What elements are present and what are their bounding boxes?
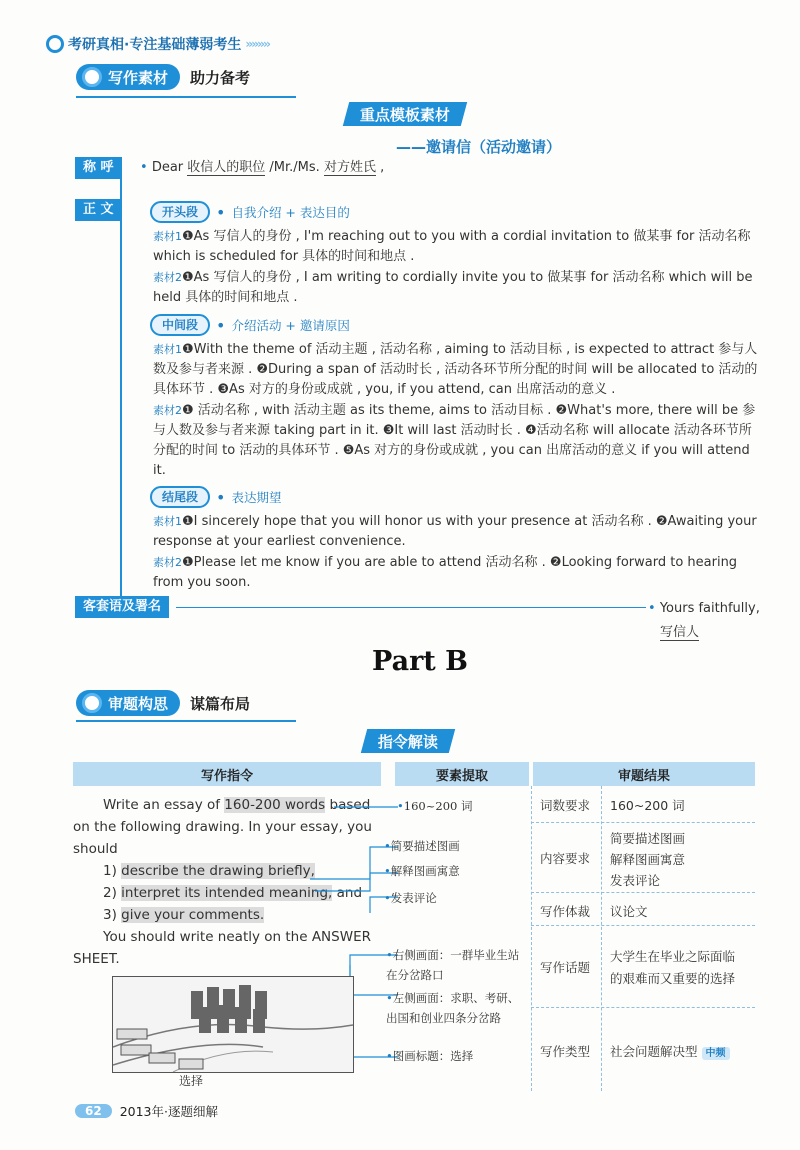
middle-header: 中间段 • 介绍活动 + 邀请原因 (150, 314, 350, 336)
extract-item-2: •简要描述图画 (384, 839, 460, 853)
extract-item-3: •解释图画寓意 (384, 864, 460, 878)
footer-text: 2013年·逐题细解 (119, 1104, 218, 1119)
results-row-line-1 (531, 822, 755, 823)
closing-desc: 表达期望 (231, 490, 282, 505)
results-row-line-4 (531, 1007, 755, 1008)
search-logo-icon (46, 35, 64, 53)
magnifier-icon-2 (82, 693, 102, 713)
middle-material-1: 素材1❶With the theme of 活动主题 , 活动名称 , aiming to 活动目标 , is expected to attract 参与人数及参与者来源 . ❷During a span of 活动时长 , 活动各环节所分配的时间 will be allocated to 活动的具体环节 . ❸As 对方的身份或成就 , you, if you attend, can 出席活动的意义 . (153, 342, 758, 397)
salutation-text: • Dear 收信人的职位 /Mr./Ms. 对方姓氏 , (140, 160, 385, 175)
closing-header: 结尾段 • 表达期望 (150, 486, 281, 508)
closing-material-2: 素材2❶Please let me know if you are able to attend 活动名称 . ❷Looking forward to hearing from you soon. (153, 555, 738, 590)
chevrons-icon: ›››››››› (245, 37, 269, 51)
results-col-divider (531, 786, 532, 1091)
letter-type-title: ——邀请信（活动邀请） (396, 138, 562, 156)
result-val-topic: 大学生在毕业之际面临 的艰难而又重要的选择 (610, 949, 736, 986)
table-header-instruction: 写作指令 (73, 762, 381, 786)
guide-line (120, 178, 122, 603)
signoff-label: 客套语及署名 (75, 596, 169, 618)
essay-drawing (112, 976, 354, 1073)
page-number: 62 (75, 1104, 112, 1118)
result-key-type: 写作类型 (540, 1044, 591, 1059)
opening-desc: 自我介绍 + 表达目的 (231, 205, 350, 220)
section-subtitle: 助力备考 (190, 68, 251, 87)
middle-material-2: 素材2❶ 活动名称 , with 活动主题 as its theme, aims to 活动目标 . ❷What's more, there will be 参与人数及参与者来源 taking part in it. ❸It will last 活动时长 . ❹活动名称 will allocate 活动各环节所分配的时间 to 活动的具体环节 . ❺As 对方的身份或成就 , you can 出席活动的意义 if you will attend it. (153, 403, 756, 478)
drawing-caption: 选择 (179, 1074, 204, 1088)
signoff-line (176, 607, 646, 608)
middle-pill: 中间段 (150, 314, 210, 336)
closing-pill: 结尾段 (150, 486, 210, 508)
frequency-badge: 中频 (702, 1047, 730, 1060)
magnifier-icon (82, 67, 102, 87)
section2-badge-label: 审题构思 (108, 694, 169, 713)
result-key-genre: 写作体裁 (540, 904, 591, 919)
template-banner: 重点模板素材 (343, 102, 467, 126)
extract-item-5: •右侧画面：一群毕业生站在分岔路口 (386, 948, 520, 982)
part-title: Part B (372, 646, 468, 677)
closing-material-1: 素材1❶I sincerely hope that you will honor us with your presence at 活动名称 . ❷Awaiting your response at your earliest convenience. (153, 514, 757, 549)
result-key-topic: 写作话题 (540, 960, 591, 975)
result-key-content: 内容要求 (540, 851, 591, 866)
opening-header: 开头段 • 自我介绍 + 表达目的 (150, 201, 350, 223)
section2-badge (76, 690, 180, 716)
extract-item-6: •左侧画面：求职、考研、出国和创业四条分岔路 (386, 991, 520, 1025)
section-underline (76, 96, 296, 98)
middle-desc: 介绍活动 + 邀请原因 (231, 318, 350, 333)
opening-material-1: 素材1❶As 写信人的身份 , I'm reaching out to you with a cordial invitation to 做某事 for 活动名称 which is scheduled for 具体的时间和地点 . (153, 229, 751, 264)
results-inner-divider (601, 786, 602, 1091)
page-footer (75, 1102, 218, 1120)
section-badge-label: 写作素材 (108, 68, 169, 87)
instruction-text: Write an essay of 160-200 words based on the following drawing. In your essay, you should 1) describe the drawing briefly, 2) interpret its intended meaning, and 3) give your comments. You should write neatly on the ANSWER SHEET. (73, 797, 372, 967)
extract-item-7: •图画标题：选择 (386, 1049, 474, 1063)
header-brand (46, 34, 269, 54)
result-val-words: 160~200 词 (610, 798, 685, 813)
extract-item-1: •160~200 词 (397, 799, 473, 813)
results-row-line-3 (531, 925, 755, 926)
graduates-at-crossroads-drawing (113, 977, 353, 1072)
signoff-name: 写信人 (660, 625, 700, 640)
opening-pill: 开头段 (150, 201, 210, 223)
section2-subtitle: 谋篇布局 (190, 694, 251, 713)
salutation-label: 称 呼 (75, 157, 122, 179)
opening-material-2: 素材2❶As 写信人的身份 , I am writing to cordially invite you to 做某事 for 活动名称 which will be held 具体的时间和地点 . (153, 270, 753, 305)
result-val-genre: 议论文 (610, 904, 648, 919)
result-val-content: 简要描述图画 解释图画寓意 发表评论 (610, 831, 686, 888)
result-key-words: 词数要求 (540, 798, 591, 813)
section-header-analysis (76, 690, 250, 716)
extract-item-4: •发表评论 (384, 891, 437, 905)
section2-underline (76, 720, 296, 722)
result-val-type: 社会问题解决型 中频 (610, 1042, 730, 1060)
table-header-result: 审题结果 (533, 762, 755, 786)
signoff-closing: • Yours faithfully, (648, 601, 760, 616)
brand-text: 考研真相·专注基础薄弱考生 (68, 37, 242, 53)
section-badge (76, 64, 180, 90)
section-header-materials (76, 64, 250, 90)
table-header-extract: 要素提取 (395, 762, 529, 786)
results-row-line-2 (531, 892, 755, 893)
instruction-banner: 指令解读 (361, 729, 455, 753)
body-label: 正 文 (75, 199, 122, 221)
